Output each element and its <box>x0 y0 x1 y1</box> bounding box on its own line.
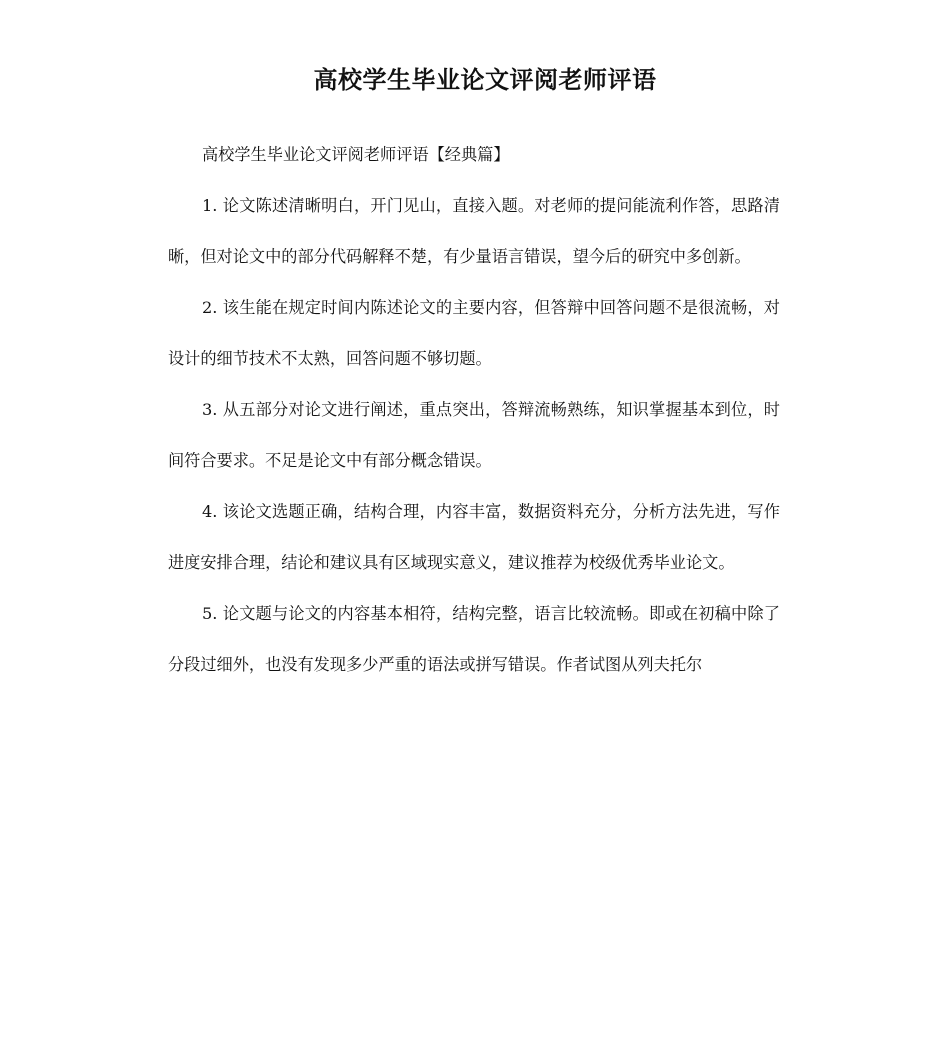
comment-paragraph-4: 4. 该论文选题正确，结构合理，内容丰富，数据资料充分，分析方法先进，写作进度安排合理，结论和建议具有区域现实意义，建议推荐为校级优秀毕业论文。 <box>168 502 780 572</box>
document-title: 高校学生毕业论文评阅老师评语 <box>313 66 657 94</box>
subtitle-paragraph: 高校学生毕业论文评阅老师评语【经典篇】 <box>202 145 510 164</box>
comment-paragraph-3: 3. 从五部分对论文进行阐述，重点突出，答辩流畅熟练，知识掌握基本到位，时间符合要求。不足是论文中有部分概念错误。 <box>168 400 780 470</box>
comment-paragraph-2: 2. 该生能在规定时间内陈述论文的主要内容，但答辩中回答问题不是很流畅，对设计的细节技术不太熟，回答问题不够切题。 <box>168 298 780 368</box>
document-body <box>168 129 780 690</box>
comment-paragraph-5: 5. 论文题与论文的内容基本相符，结构完整，语言比较流畅。即或在初稿中除了分段过细外，也没有发现多少严重的语法或拼写错误。作者试图从列夫托尔 <box>168 604 780 674</box>
comment-paragraph-1: 1. 论文陈述清晰明白，开门见山，直接入题。对老师的提问能流利作答，思路清晰，但对论文中的部分代码解释不楚，有少量语言错误，望今后的研究中多创新。 <box>168 196 780 266</box>
